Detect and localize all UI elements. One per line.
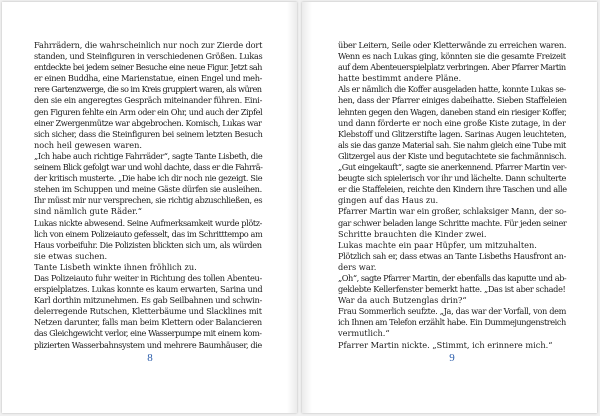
right-page-text — [338, 40, 566, 351]
text-line: sind nämlich gute Räder.“ — [34, 206, 142, 217]
text-line: standen, und Steinfiguren in verschiedenen Größen. Lukas — [34, 51, 263, 62]
page-number-right: 9 — [449, 352, 455, 364]
text-line: er einen Buddha, eine Marienstatue, einen Engel und meh- — [34, 73, 263, 84]
text-line: entdeckte bei jedem seiner Besuche eine neue Figur. Jetzt sah — [34, 62, 262, 73]
text-line: gar schwer beladen lange Schritte machte. Für jeden seiner — [338, 217, 567, 228]
text-line: lich von einem Polizeiauto gefesselt, das im Schritttempo am — [34, 228, 263, 239]
text-line: und dann förderte er noch eine große Kiste zutage, in der — [338, 117, 566, 128]
text-line: Klebstoff und Glitzerstifte lagen. Sarinas Augen leuchteten, — [338, 128, 567, 139]
text-line: das Gleichgewicht verlor, eine Wasserpumpe mit einem kom- — [34, 328, 262, 339]
text-line: lehnten gegen den Wagen, daneben stand ein riesiger Koffer, — [338, 106, 567, 117]
text-line: der kritisch musterte. „Die habe ich dir noch nie gezeigt. Sie — [34, 173, 263, 184]
text-line: vermutlich.“ — [338, 328, 390, 339]
text-line: erspielplatzes. Lukas konnte es kaum erwarten, Sarina und — [34, 284, 263, 295]
left-page-text — [34, 40, 262, 351]
text-line: geklebte Kellerfenster bemerkt hatte. „Das ist aber schade! — [338, 284, 566, 295]
text-line: Glitzergel aus der Kiste und begutachtete sie fachmännisch. — [338, 150, 567, 161]
text-line: seinem Blick gefolgt war und wohl dachte, dass er die Fahrrä- — [34, 162, 263, 173]
text-line: Plötzlich sah er, dass etwas an Tante Lisbeths Hausfront an- — [338, 250, 566, 261]
text-line: beugte sich spielerisch vor ihr und lächelte. Dann schulterte — [338, 173, 566, 184]
left-page — [2, 2, 297, 413]
text-line: Schritte brauchten die Kinder zwei. — [338, 228, 487, 239]
text-line: sich sicher, dass die Steinfiguren bei seinem letzten Besuch — [34, 128, 263, 139]
text-line: Karl dorthin mitzunehmen. Es gab Seilbahnen und schwin- — [34, 295, 262, 306]
text-line: Lukas nickte abwesend. Seine Aufmerksamkeit wurde plötz- — [34, 217, 262, 228]
gutter-shadow — [287, 2, 297, 413]
text-line: gen Figuren fehlte ein Arm oder ein Ohr, und auch der Zipfel — [34, 106, 263, 117]
text-line: War da auch Butzenglas drin?“ — [338, 295, 467, 306]
text-line: Fahrrädern, die wahrscheinlich nur noch zur Zierde dort — [34, 40, 263, 50]
text-line: über Leitern, Seile oder Kletterwände zu erreichen waren. — [338, 40, 567, 50]
right-page — [302, 2, 597, 413]
text-line: Haus vorbeifuhr. Die Polizisten blickten sich um, als würden — [34, 239, 262, 250]
text-line: Das Polizeiauto fuhr weiter in Richtung des tollen Abenteu- — [34, 272, 262, 283]
text-line: Pfarrer Martin war ein großer, schlaksiger Mann, der so- — [338, 206, 567, 217]
text-line: den sie ein angeregtes Gespräch miteinander führen. Eini- — [34, 95, 263, 106]
text-line: Netzen darunter, falls man beim Klettern oder Balancieren — [34, 317, 262, 328]
text-line: auf dem Abenteuerspielplatz verbringen. Aber Pfarrer Martin — [338, 62, 566, 73]
text-line: Pfarrer Martin nickte. „Stimmt, ich erinnere mich.“ — [338, 339, 553, 350]
text-line: „Gut eingekauft“, sagte sie anerkennend. Pfarrer Martin ver- — [338, 162, 567, 173]
text-line: stehen im Schuppen und meine Gäste dürfen sie ausleihen. — [34, 184, 262, 195]
text-line: Tante Lisbeth winkte ihnen fröhlich zu. — [34, 261, 197, 272]
text-line: „Ich habe auch richtige Fahrräder“, sagte Tante Lisbeth, die — [34, 150, 263, 161]
text-line: Als er nämlich die Koffer ausgeladen hatte, konnte Lukas se- — [338, 84, 566, 95]
text-line: Wenn es nach Lukas ging, könnten sie die gesamte Freizeit — [338, 51, 566, 62]
page-number-left: 8 — [147, 352, 153, 364]
text-line: als sie das ganze Material sah. Sie nahm gleich eine Tube mit — [338, 139, 566, 150]
text-line: gingen auf das Haus zu. — [338, 195, 439, 206]
text-line: rere Gartenzwerge, die so im Kreis gruppiert waren, als würen — [34, 84, 262, 95]
text-line: Ihr müsst mir nur versprechen, sie richtig abzuschließen, es — [34, 195, 263, 206]
text-line: noch heil gewesen waren. — [34, 139, 143, 150]
text-line: „Oh“, sagte Pfarrer Martin, der ebenfalls das kaputte und ab- — [338, 272, 567, 283]
text-line: ich Ihnen am Telefon erzählt habe. Ein Dummejungenstreich — [338, 317, 566, 328]
text-line: Lukas machte ein paar Hüpfer, um mitzuhalten. — [338, 239, 537, 250]
text-line: ders war. — [338, 261, 377, 272]
gutter-shadow — [302, 2, 312, 413]
text-line: er die Staffeleien, reichte den Kindern ihre Taschen und alle — [338, 184, 567, 195]
text-line: hatte bestimmt andere Pläne. — [338, 73, 462, 84]
text-line: plizierten Wasserbahnsystem und mehrere Baumhäuser, die — [34, 339, 262, 350]
text-line: hen, dass der Pfarrer einiges dabeihatte. Sieben Staffeleien — [338, 95, 567, 106]
text-line: Frau Sommerlich seufzte. „Ja, das war der Vorfall, von dem — [338, 306, 567, 317]
text-line: delerregende Rutschen, Kletterbäume und Slacklines mit — [34, 306, 262, 317]
text-line: sie etwas suchen. — [34, 250, 108, 261]
text-line: einer Zwergenmütze war abgebrochen. Komisch, Lukas war — [34, 117, 262, 128]
